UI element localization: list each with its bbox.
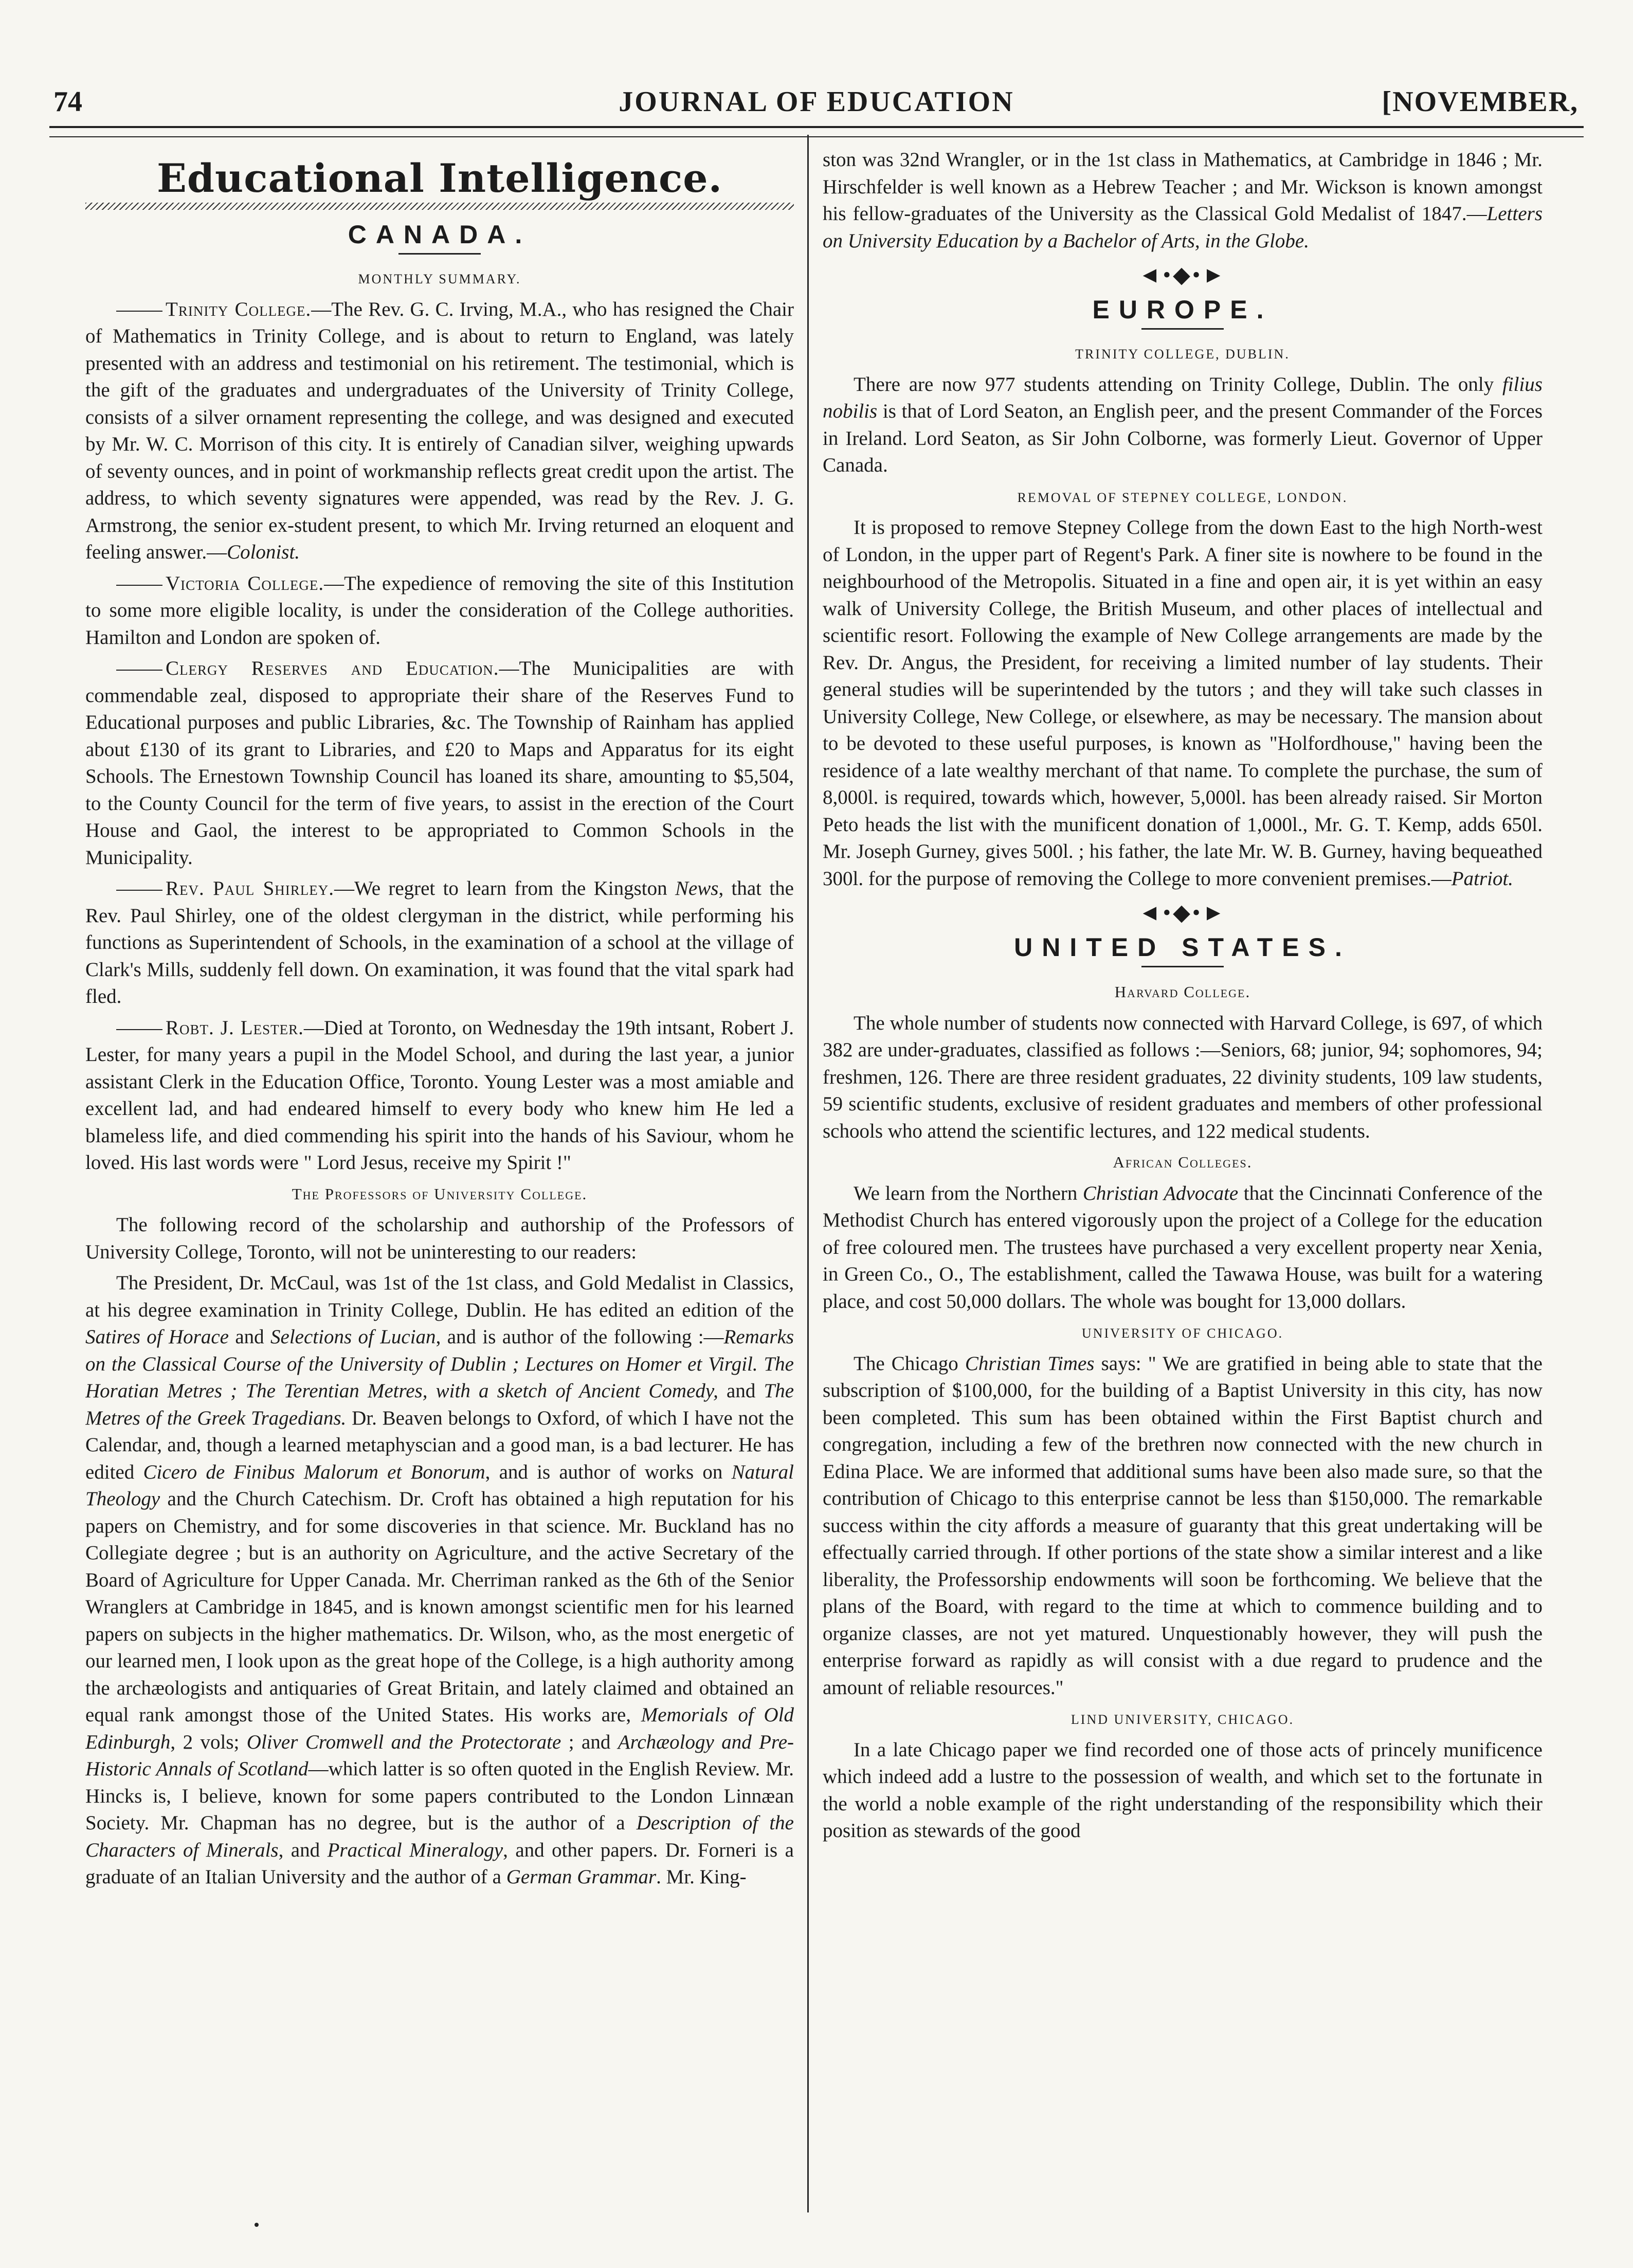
article-clergy-reserves: Clergy Reserves and Education.—The Municipalities are with commendable zeal, disposed to appropriate their share of the Reserves Fund to Educational purposes and public Libraries, &c. The Township of Rainham has applied about £130 of its grant to Libraries, and £20 to Maps and Apparatus for its eight Schools. The Ernestown Township Council has loaned its share, amounting to $5,504, to the County Council for the term of five years, to assist in the erection of the Court House and Gaol, the interest to be appropriated to Common Schools in the Municipality. bbox=[85, 657, 794, 869]
section-ornament: ◄•◆•► bbox=[1138, 900, 1227, 925]
heading-underline bbox=[1141, 966, 1224, 967]
dash-rule bbox=[116, 890, 162, 891]
professors-record: The President, Dr. McCaul, was 1st of the 1st class, and Gold Medalist in Classics, at his degree examination in Trinity College, Dublin. He has edited an edition of the Satires of Horace and Selections of Lucian, and is author of the following :—Remarks on the Classical Course of the University of Dublin ; Lectures on Homer et Virgil. The Horatian Metres ; The Terentian Metres, with a sketch of Ancient Comedy, and The Metres of the Greek Tragedians. Dr. Beaven belongs to Oxford, of which I have not the Calendar, and, though a learned metaphyscian and a good man, is a bad lecturer. He has edited Cicero de Finibus Malorum et Bonorum, and is author of works on Natural Theology and the Church Catechism. Dr. Croft has obtained a high reputation for his papers on Chemistry, and for some discoveries in that science. Mr. Buckland has no Collegiate degree ; but is an authority on Agriculture, and the active Secretary of the Board of Agriculture for Upper Canada. Mr. Cherriman ranked as the 6th of the Senior Wranglers at Cambridge in 1845, and is known amongst scientific men for his learned papers on subjects in the higher mathematics. Dr. Wilson, who, as the most energetic of our learned men, I look upon as the great hope of the College, is a high authority among the archæologists and antiquaries of Great Britain, and lately claimed and obtained an equal rank amongst those of the United States. His works are, Memorials of Old Edinburgh, 2 vols; Oliver Cromwell and the Protectorate ; and Archæology and Pre-Historic Annals of Scotland—which latter is so often quoted in the English Review. Mr. Hincks is, I believe, known for some papers contributed to the London Linnæan Society. Mr. Chapman has no degree, but is the author of a Description of the Characters of Minerals, and Practical Mineralogy, and other papers. Dr. Forneri is a graduate of an Italian University and the author of a German Grammar. Mr. King- bbox=[85, 1272, 794, 1888]
african-colleges-heading: African Colleges. bbox=[1113, 1153, 1253, 1171]
professors-intro: The following record of the scholarship and authorship of the Professors of University College, Toronto, will not be uninteresting to our readers: bbox=[85, 1214, 794, 1263]
dash-rule bbox=[116, 1029, 162, 1030]
dash-rule bbox=[116, 585, 162, 586]
masthead-title: Educational Intelligence. bbox=[156, 155, 723, 201]
article-trinity-dublin: There are now 977 students attending on Trinity College, Dublin. The only filius nobilis is that of Lord Seaton, an English peer, and the present Commander of the Forces in Ireland. Lord Seaton, as Sir John Colborne, was formerly Lieut. Governor of Upper Canada. bbox=[823, 373, 1543, 476]
chicago-heading: UNIVERSITY OF CHICAGO. bbox=[1081, 1326, 1284, 1341]
page-number: 74 bbox=[53, 86, 82, 118]
trinity-dublin-heading: TRINITY COLLEGE, DUBLIN. bbox=[1075, 347, 1290, 362]
harvard-heading: Harvard College. bbox=[1114, 983, 1251, 1001]
article-victoria-college: Victoria College.—The expedience of removing the site of this Institution to some more eligible locality, is under the consideration of the College authorities. Hamilton and London are spoken of. bbox=[85, 572, 794, 649]
article-paul-shirley: Rev. Paul Shirley.—We regret to learn from the Kingston News, that the Rev. Paul Shirley, one of the oldest clergyman in the district, while performing his functions as Superintendent of Schools, in the examination of a school at the village of Clark's Mills, suddenly fell down. On examination, it was found that the vital spark had fled. bbox=[85, 877, 794, 1007]
article-harvard: The whole number of students now connected with Harvard College, is 697, of which 382 are under-graduates, classified as follows :—Seniors, 68; junior, 94; sophomores, 94; freshmen, 126. There are three resident graduates, 22 divinity students, 109 law students, 59 scientific students, exclusive of resident graduates and members of other professional schools who attend the scientific lectures, and 122 medical students. bbox=[823, 1012, 1543, 1142]
right-column bbox=[823, 147, 1543, 2235]
canada-heading: CANADA. bbox=[348, 220, 532, 249]
article-robert-lester: Robt. J. Lester.—Died at Toronto, on Wednesday the 19th intsant, Robert J. Lester, for many years a pupil in the Model School, and during the last year, a junior assistant Clerk in the Education Office, Toronto. Young Lester was a most amiable and excellent lad, and had endeared himself to every body who knew him He led a blameless life, and died commending his spirit into the hands of his Saviour, whom he loved. His last words were " Lord Jesus, receive my Spirit !" bbox=[85, 1016, 794, 1174]
professors-continued: ston was 32nd Wrangler, or in the 1st class in Mathematics, at Cambridge in 1846 ; Mr. Hirschfelder is well known as a Hebrew Teacher ; and Mr. Wickson is known amongst his fellow-graduates of the University as the Classical Gold Medalist of 1847.—Letters on University Education by a Bachelor of Arts, in the Globe. bbox=[823, 149, 1543, 252]
united-states-heading: UNITED STATES. bbox=[1014, 932, 1351, 962]
page-header bbox=[49, 77, 1584, 123]
article-stepney-college: It is proposed to remove Stepney College from the down East to the high North-west of London, in the upper part of Regent's Park. A finer site is nowhere to be found in the neighbourhood of the Metropolis. Situated in a fine and open air, it is yet within an easy walk of University College, the British Museum, and other places of intellectual and scientific resort. Following the example of New College arrangements are made by the Rev. Dr. Angus, the President, for receiving a limited number of lay students. Their general studies will be superintended by the tutors ; and they will take such classes in University College, New College, or elsewhere, as may be necessary. The mansion about to be devoted to these useful purposes, is known as "Holfordhouse," having been the residence of a late wealthy merchant of that name. To complete the purchase, the sum of 8,000l. is required, towards which, however, 5,000l. has been already raised. Sir Morton Peto heads the list with the munificent donation of 1,000l., Mr. G. T. Kemp, adds 650l. Mr. Joseph Gurney, gives 500l. ; his father, the late Mr. W. B. Gurney, having bequeathed 300l. for the purpose of removing the College to more convenient premises.—Patriot. bbox=[823, 516, 1543, 890]
wavy-divider bbox=[85, 203, 794, 210]
left-column bbox=[85, 147, 794, 2235]
stepney-heading: REMOVAL OF STEPNEY COLLEGE, LONDON. bbox=[1017, 490, 1348, 505]
lind-heading: LIND UNIVERSITY, CHICAGO. bbox=[1070, 1712, 1295, 1727]
issue-month: [NOVEMBER, bbox=[1382, 86, 1578, 118]
heading-underline bbox=[1141, 328, 1224, 330]
professors-heading: The Professors of University College. bbox=[292, 1184, 588, 1203]
article-chicago: The Chicago Christian Times says: " We are gratified in being able to state that the subscription of $100,000, for the building of a Baptist University in this city, has now been completed. This sum has been obtained within the First Baptist church and congregation, including a few of the brethren now connected with the new church in Edina Place. We are informed that additional sums have been also made sure, so that the contribution of Chicago to this enterprise cannot be less than $150,000. The remarkable success within the city affords a measure of guaranty that this great undertaking will be effectually carried through. If other portions of the state show a similar interest and a like liberality, the Professorship endowments will soon be forthcoming. We believe that the plans of the Board, with regard to the time at which to commence building and to organize classes, are not yet matured. Unquestionably however, they will push the enterprise forward as rapidly as will consist with a due regard to prudence and the amount of reliable resources." bbox=[823, 1352, 1543, 1699]
dash-rule bbox=[116, 670, 162, 671]
journal-title: JOURNAL OF EDUCATION bbox=[619, 86, 1014, 118]
header-rule bbox=[49, 126, 1584, 137]
heading-underline bbox=[398, 253, 481, 255]
monthly-summary-heading: MONTHLY SUMMARY. bbox=[358, 272, 521, 286]
column-divider bbox=[807, 135, 809, 2212]
europe-heading: EUROPE. bbox=[1092, 295, 1273, 324]
article-african-colleges: We learn from the Northern Christian Advocate that the Cincinnati Conference of the Methodist Church has entered vigorously upon the project of a College for the education of free coloured men. The trustees have purchased a very excellent property near Xenia, in Green Co., O., The establishment, called the Tawawa House, was built for a watering place, and cost 50,000 dollars. The whole was bought for 13,000 dollars. bbox=[823, 1182, 1543, 1312]
article-trinity-college: Trinity College.—The Rev. G. C. Irving, M.A., who has resigned the Chair of Mathematics in Trinity College, and is about to return to England, was lately presented with an address and testimonial on his retirement. The testimonial, which is the gift of the graduates and undergraduates of the University of Trinity College, consists of a silver ornament representing the college, and was designed and executed by Mr. W. C. Morrison of this city. It is entirely of Canadian silver, weighing upwards of seventy ounces, and in point of workmanship reflects great credit upon the artist. The address, to which seventy signatures were appended, was read by the Rev. J. G. Armstrong, the senior ex-student present, to which Mr. Irving returned an eloquent and feeling answer.—Colonist. bbox=[85, 298, 794, 563]
dash-rule bbox=[116, 311, 162, 312]
article-lind-university: In a late Chicago paper we find recorded one of those acts of princely munificence which indeed add a lustre to the possession of wealth, and which set to the fortunate in the world a noble example of the right understanding of the responsibility which their position as stewards of the good bbox=[823, 1738, 1543, 1842]
ink-dot bbox=[255, 2223, 259, 2227]
section-ornament: ◄•◆•► bbox=[1138, 262, 1227, 287]
